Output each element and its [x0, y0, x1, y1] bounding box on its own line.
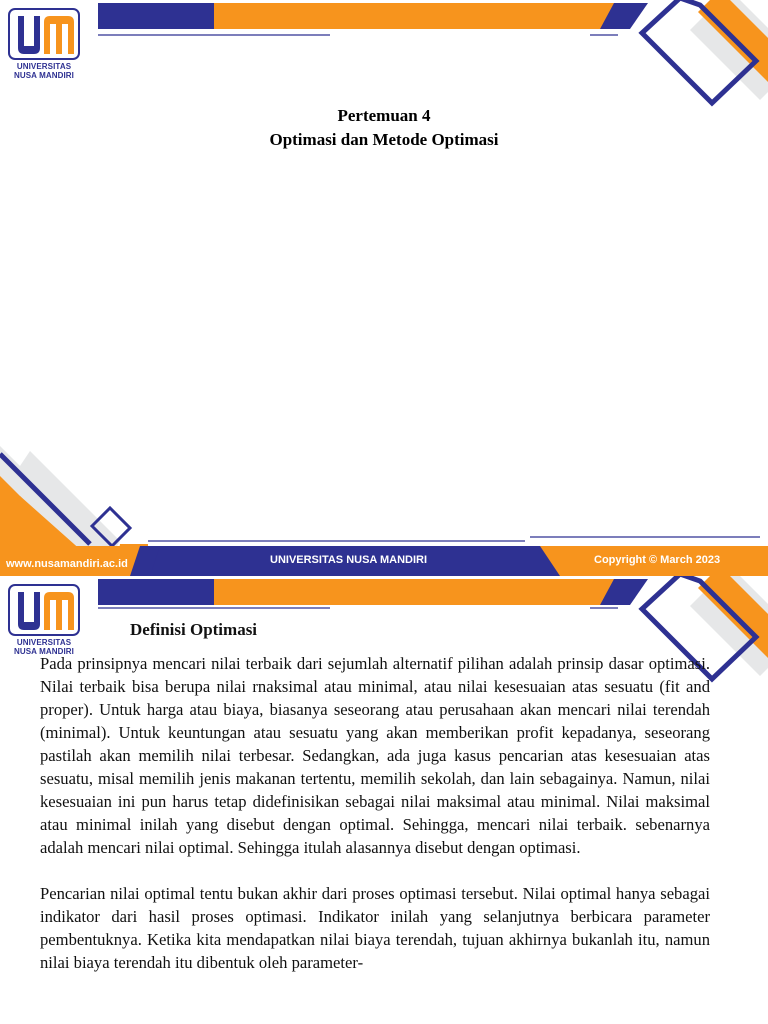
copyright-text: Copyright © March 2023: [594, 554, 721, 566]
slide-2: [0, 576, 768, 1024]
logo-text-line2: NUSA MANDIRI: [13, 647, 74, 656]
um-logo-icon: [8, 584, 80, 636]
header-decoration: [0, 0, 768, 110]
body-text: [40, 652, 710, 997]
university-logo: [8, 8, 80, 80]
title-line-1: Pertemuan 4: [337, 106, 431, 125]
um-logo-icon: [8, 8, 80, 60]
footer-university-name: UNIVERSITAS NUSA MANDIRI: [270, 554, 428, 566]
logo-text-line1: UNIVERSITAS: [16, 638, 72, 647]
paragraph: Pada prinsipnya mencari nilai terbaik dari sejumlah alternatif pilihan adalah prinsip dasar optimasi. Nilai terbaik bisa berupa nilai rnaksimal atau minimal, atau nilai kesesuaian atas sesuatu (fit and proper). Untuk harga atau biaya, biasanya seseorang atau perusahaan akan mencari nilai terendah (minimal). Untuk keuntungan atau sesuatu yang akan memberikan profit kepadanya, seseorang pastilah akan memilih nilai terbesar. Sedangkan, ada juga kasus pencarian atas kesesuaian atas sesuatu, misal memilih jenis makanan tertentu, memilih sekolah, dan lain sebagainya. Namun, nilai kesesuaian ini pun harus tetap didefinisikan sebagai nilai maksimal atau minimal. Nilai maksimal atau minimal inilah yang disebut dengan optimal. Sehingga, mencari nilai terbaik. sebenarnya adalah mencari nilai optimal. Sehingga itulah alasannya disebut dengan optimasi.: [40, 654, 710, 857]
website-link[interactable]: www.nusamandiri.ac.id: [6, 558, 128, 570]
logo-text-line1: UNIVERSITAS: [16, 62, 72, 71]
page-title: [0, 104, 768, 152]
logo-text-line2: NUSA MANDIRI: [13, 71, 74, 80]
paragraph: Pencarian nilai optimal tentu bukan akhir dari proses optimasi tersebut. Nilai optimal hanya sebagai indikator dari hasil proses optimasi. Indikator inilah yang selanjutnya berbicara parameter pembentuknya. Ketika kita mendapatkan nilai biaya terendah, tujuan akhirnya bukanlah itu, namun nilai biaya terendah itu dibentuk oleh parameter-: [40, 884, 710, 972]
university-logo: [8, 584, 80, 656]
section-heading: Definisi Optimasi: [130, 620, 258, 639]
title-line-2: Optimasi dan Metode Optimasi: [269, 130, 499, 149]
